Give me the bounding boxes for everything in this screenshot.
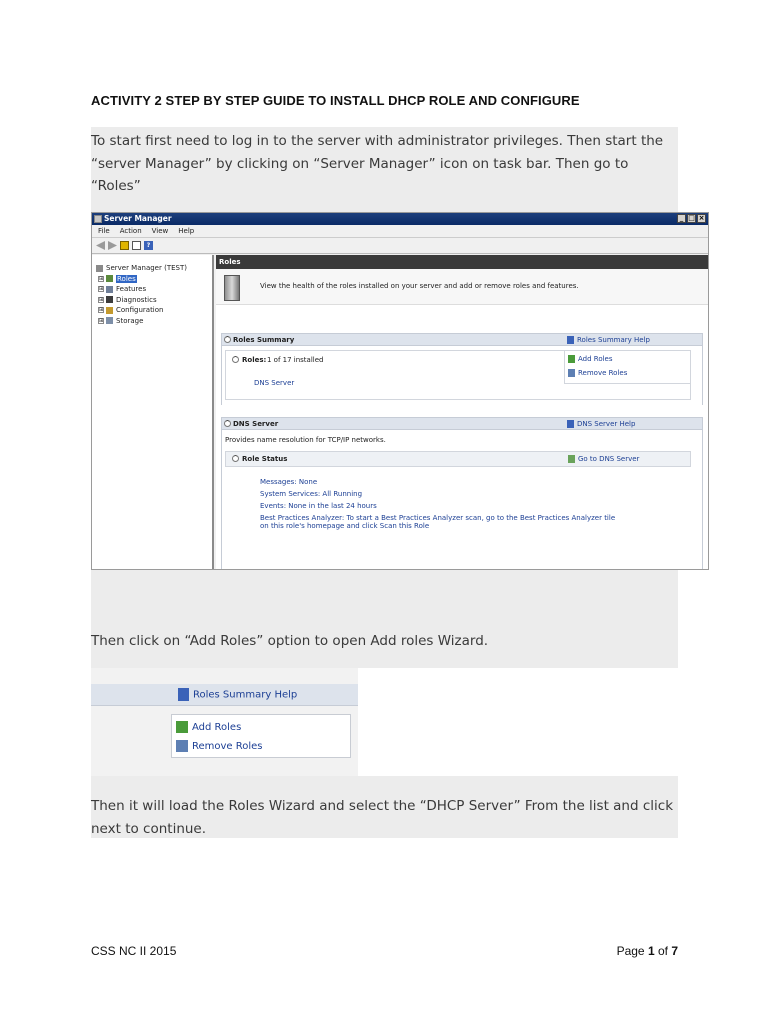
remove-roles-link[interactable]: Remove Roles xyxy=(568,369,627,377)
wizard-paragraph: Then it will load the Roles Wizard and select the “DHCP Server” From the list and click next to continue. xyxy=(91,798,674,837)
server-tower-icon xyxy=(224,275,240,301)
help-book-icon xyxy=(567,420,574,428)
tree-item-features[interactable]: ⊞ Features xyxy=(99,285,147,294)
add-roles-link[interactable]: Add Roles xyxy=(568,355,613,363)
help-book-icon xyxy=(567,336,574,344)
menu-bar xyxy=(92,225,708,238)
paragraph-shade-2 xyxy=(91,570,678,668)
expand-icon[interactable]: ⊞ xyxy=(99,317,104,324)
remove-roles-icon xyxy=(568,369,575,377)
collapse-icon[interactable]: ^ xyxy=(233,455,238,461)
dns-server-description: Provides name resolution for TCP/IP networks. xyxy=(225,436,386,444)
expand-icon[interactable]: ⊞ xyxy=(99,286,104,293)
menu-help[interactable]: Help xyxy=(178,227,195,235)
collapse-icon[interactable]: ^ xyxy=(233,356,238,362)
storage-icon xyxy=(106,317,113,324)
window-title: Server Manager xyxy=(104,214,172,223)
add-roles-paragraph: Then click on “Add Roles” option to open Add roles Wizard. xyxy=(91,633,489,649)
tree-item-storage[interactable]: ⊞ Storage xyxy=(99,316,144,325)
tree-item-server-manager[interactable]: Server Manager (TEST) xyxy=(92,263,212,274)
add-roles-crop xyxy=(91,668,358,776)
intro-paragraph: To start first need to log in to the server with administrator privileges. Then start the “server Manager” by clicking on “Server Manager” icon on task bar. Then go to “Roles” xyxy=(91,133,664,194)
expand-icon[interactable]: ⊞ xyxy=(99,296,104,303)
roles-label: Roles: xyxy=(242,356,267,364)
tree-item-roles[interactable]: ⊞ Roles xyxy=(99,274,136,283)
dns-server-section xyxy=(221,417,703,570)
add-roles-icon xyxy=(176,721,188,733)
go-to-dns-server-link[interactable]: Go to DNS Server xyxy=(568,455,639,463)
menu-view[interactable]: View xyxy=(151,227,169,235)
show-hide-pane-icon[interactable] xyxy=(132,241,141,250)
remove-roles-icon xyxy=(176,740,188,752)
roles-description-band xyxy=(216,269,708,305)
server-icon xyxy=(96,265,103,272)
maximize-button[interactable]: □ xyxy=(688,214,695,222)
roles-icon xyxy=(106,275,113,282)
dns-server-help-link[interactable]: DNS Server Help xyxy=(567,418,635,430)
help-icon[interactable]: ? xyxy=(144,241,153,250)
features-icon xyxy=(106,286,113,293)
roles-pane-header: Roles xyxy=(216,255,708,269)
installed-role-link[interactable]: DNS Server xyxy=(254,379,295,387)
footer-left: CSS NC II 2015 xyxy=(91,944,177,958)
roles-summary-header[interactable]: ^ Roles Summary Roles Summary Help xyxy=(222,334,702,346)
roles-count: 1 of 17 installed xyxy=(267,356,324,364)
dns-server-header[interactable]: ^ DNS Server DNS Server Help xyxy=(222,418,702,430)
roles-summary-section xyxy=(221,333,703,405)
role-status-heading: Role Status xyxy=(242,455,288,463)
crop-roles-summary-help-link[interactable]: Roles Summary Help xyxy=(178,688,297,701)
close-button[interactable]: × xyxy=(698,214,705,222)
tree-item-diagnostics[interactable]: ⊞ Diagnostics xyxy=(99,295,157,304)
window-titlebar xyxy=(92,213,708,225)
add-roles-icon xyxy=(568,355,575,363)
roles-summary-body xyxy=(222,346,702,405)
roles-summary-help-link[interactable]: Roles Summary Help xyxy=(567,334,650,346)
bpa-link-line1[interactable]: Best Practices Analyzer: To start a Best Practices Analyzer scan, go to the Best Practices Analyzer tile xyxy=(260,514,616,522)
server-manager-window xyxy=(91,212,709,570)
server-manager-icon xyxy=(94,215,102,223)
crop-add-roles-link[interactable]: Add Roles xyxy=(176,721,241,733)
crop-header-band xyxy=(91,684,358,706)
forward-arrow-icon[interactable] xyxy=(108,241,117,250)
page-number: Page 1 of 7 xyxy=(616,944,678,958)
help-book-icon xyxy=(178,688,189,701)
collapse-icon[interactable]: ^ xyxy=(225,420,230,426)
crop-remove-roles-link[interactable]: Remove Roles xyxy=(176,740,263,752)
configuration-icon xyxy=(106,307,113,314)
bpa-link-line2[interactable]: on this role's homepage and click Scan this Role xyxy=(260,522,430,530)
navigation-tree xyxy=(92,255,214,570)
document-title: ACTIVITY 2 STEP BY STEP GUIDE TO INSTALL DHCP ROLE AND CONFIGURE xyxy=(91,93,580,108)
minimize-button[interactable]: _ xyxy=(677,214,686,223)
toolbar xyxy=(92,238,708,254)
messages-link[interactable]: Messages: None xyxy=(260,478,318,486)
tree-item-configuration[interactable]: ⊞ Configuration xyxy=(99,306,164,315)
dns-server-body xyxy=(222,430,702,570)
roles-description: View the health of the roles installed on your server and add or remove roles and features. xyxy=(260,282,579,290)
up-folder-icon[interactable] xyxy=(120,241,129,250)
collapse-icon[interactable]: ^ xyxy=(225,336,230,342)
menu-action[interactable]: Action xyxy=(119,227,142,235)
events-link[interactable]: Events: None in the last 24 hours xyxy=(260,502,377,510)
expand-icon[interactable]: ⊞ xyxy=(99,275,104,282)
menu-file[interactable]: File xyxy=(98,227,110,235)
roles-pane xyxy=(216,255,708,570)
go-to-icon xyxy=(568,455,575,463)
back-arrow-icon[interactable] xyxy=(96,241,105,250)
services-link[interactable]: System Services: All Running xyxy=(260,490,363,498)
expand-icon[interactable]: ⊞ xyxy=(99,307,104,314)
diagnostics-icon xyxy=(106,296,113,303)
